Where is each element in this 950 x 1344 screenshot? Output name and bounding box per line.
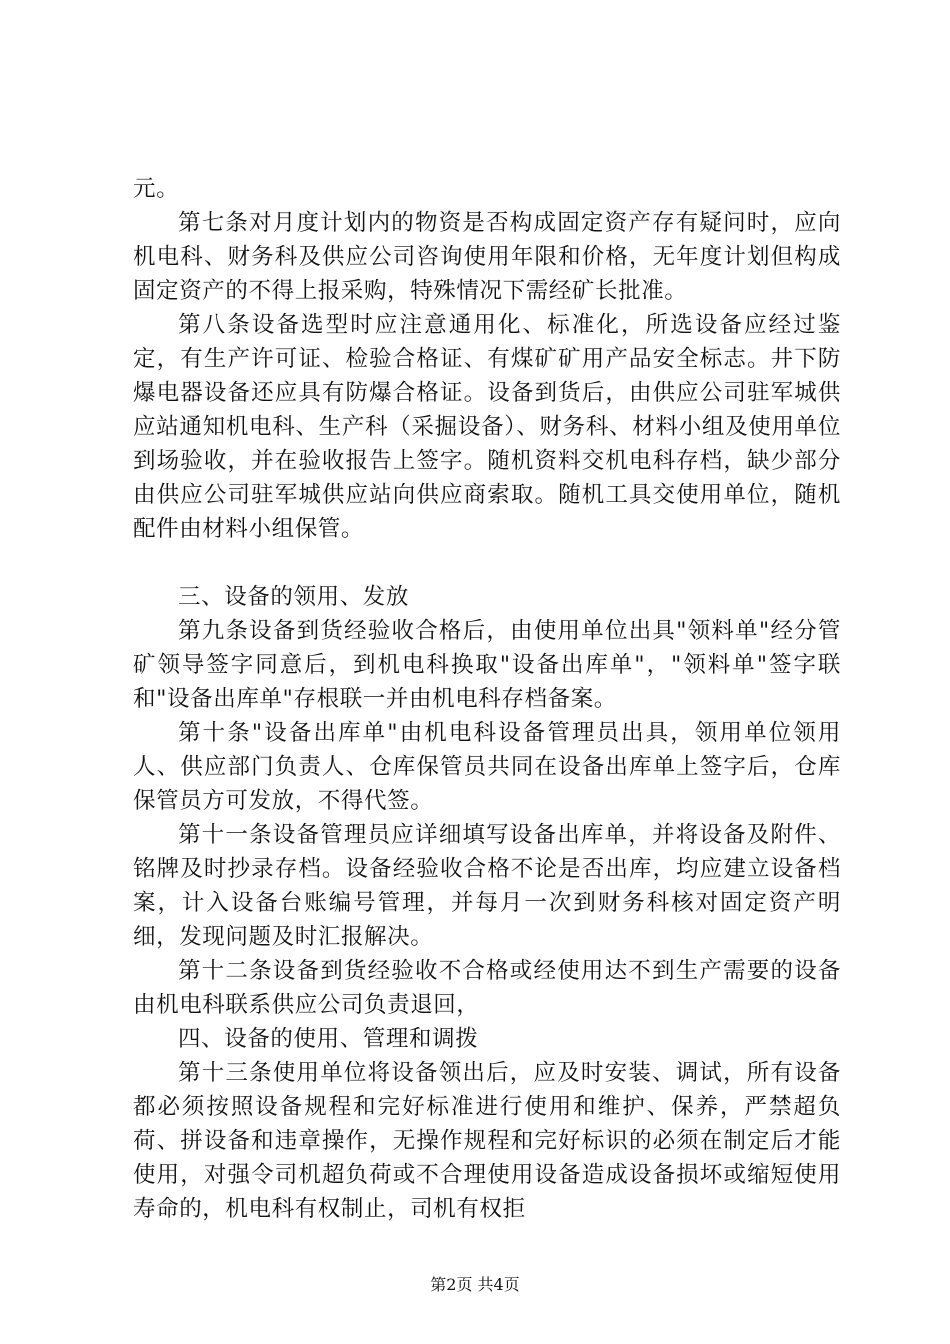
paragraph-article-12: 第十二条设备到货经验收不合格或经使用达不到生产需要的设备由机电科联系供应公司负责退回， [133,958,841,1018]
section-heading-4: 四、设备的使用、管理和调拨 [178,1026,479,1052]
section-heading-3: 三、设备的领用、发放 [178,584,410,610]
paragraph-article-7: 第七条对月度计划内的物资是否构成固定资产存有疑问时，应向机电科、财务科及供应公司咨询使用年限和价格，无年度计划但构成固定资产的不得上报采购，特殊情况下需经矿长批准。 [133,210,841,304]
paragraph-article-11: 第十一条设备管理员应详细填写设备出库单，并将设备及附件、铭牌及时抄录存档。设备经验收合格不论是否出库，均应建立设备档案，计入设备台账编号管理，并每月一次到财务科核对固定资产明细，发现问题及时汇报解决。 [133,822,841,950]
paragraph-article-13: 第十三条使用单位将设备领出后，应及时安装、调试，所有设备都必须按照设备规程和完好标准进行使用和维护、保养，严禁超负荷、拼设备和违章操作，无操作规程和完好标识的必须在制定后才能使用，对强令司机超负荷或不合理使用设备造成设备损坏或缩短使用寿命的，机电科有权制止，司机有权拒 [133,1060,841,1222]
page-number-footer: 第2页 共4页 [430,1275,520,1294]
document-body [133,172,841,1226]
paragraph-article-9: 第九条设备到货经验收合格后，由使用单位出具"领料单"经分管矿领导签字同意后，到机电科换取"设备出库单"，"领料单"签字联和"设备出库单"存根联一并由机电科存档备案。 [133,618,841,712]
paragraph-continuation: 元。 [133,176,180,202]
paragraph-article-8: 第八条设备选型时应注意通用化、标准化，所选设备应经过鉴定，有生产许可证、检验合格证、有煤矿矿用产品安全标志。井下防爆电器设备还应具有防爆合格证。设备到货后，由供应公司驻军城供应站通知机电科、生产科（采掘设备）、财务科、材料小组及使用单位到场验收，并在验收报告上签字。随机资料交机电科存档，缺少部分由供应公司驻军城供应站向供应商索取。随机工具交使用单位，随机配件由材料小组保管。 [133,312,841,542]
paragraph-article-10: 第十条"设备出库单"由机电科设备管理员出具，领用单位领用人、供应部门负责人、仓库保管员共同在设备出库单上签字后，仓库保管员方可发放，不得代签。 [133,720,841,814]
